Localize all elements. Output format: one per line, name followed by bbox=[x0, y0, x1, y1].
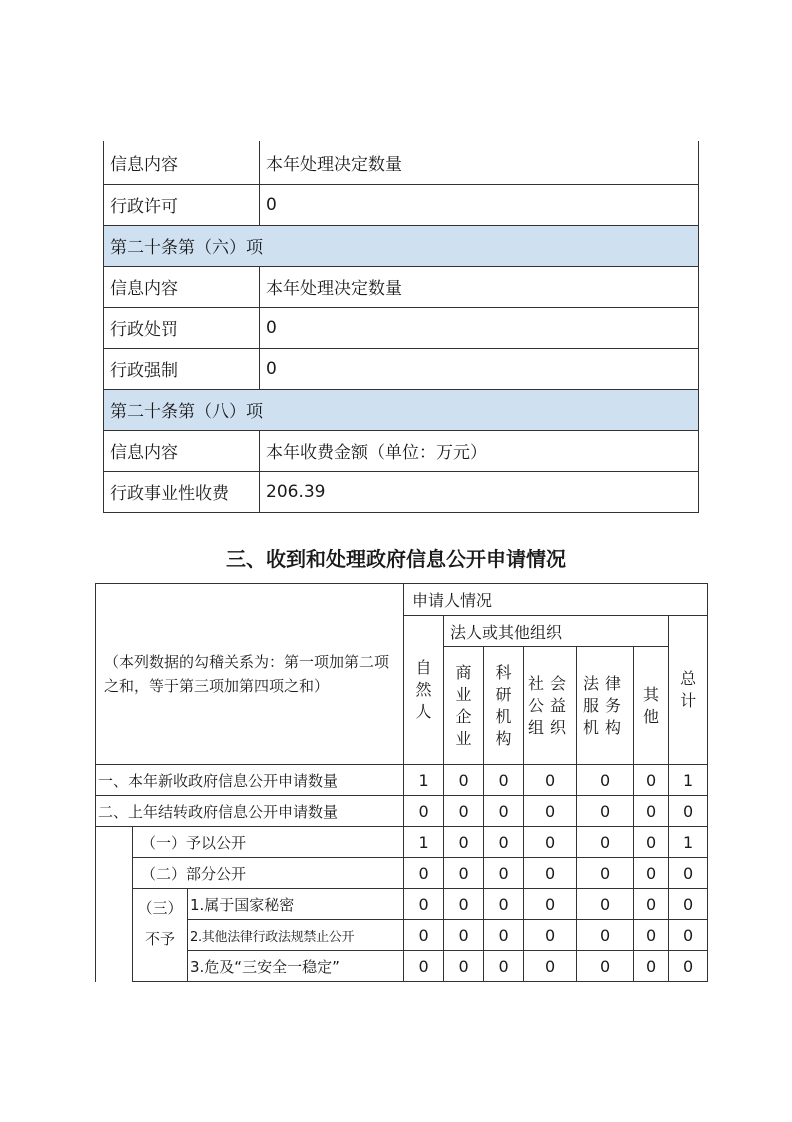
cell-value: 0 bbox=[524, 765, 577, 796]
row-label: （二）部分公开 bbox=[133, 858, 404, 889]
cell-value: 0 bbox=[577, 858, 634, 889]
cell-value: 0 bbox=[404, 920, 444, 951]
table-row bbox=[96, 889, 708, 920]
cell-value: 0 bbox=[577, 827, 634, 858]
row-value: 0 bbox=[260, 184, 699, 225]
cell-value: 0 bbox=[577, 951, 634, 982]
group3-label: （三）不予 bbox=[133, 889, 188, 982]
cell-value: 0 bbox=[634, 858, 669, 889]
col-other: 其他 bbox=[634, 647, 669, 765]
table-row bbox=[96, 765, 708, 796]
col-research: 科研机构 bbox=[484, 647, 524, 765]
cell-value: 0 bbox=[524, 920, 577, 951]
cell-value: 0 bbox=[404, 796, 444, 827]
row-value: 本年收费金额（单位：万元） bbox=[260, 430, 699, 471]
row-label: 行政处罚 bbox=[104, 307, 260, 348]
cell-value: 0 bbox=[669, 951, 708, 982]
section-row bbox=[104, 389, 699, 430]
applicant-header: 申请人情况 bbox=[404, 584, 708, 616]
cell-value: 0 bbox=[634, 796, 669, 827]
col-social: 社会公益组织 bbox=[524, 647, 577, 765]
cell-value: 0 bbox=[484, 827, 524, 858]
row-label: 二、上年结转政府信息公开申请数量 bbox=[96, 796, 404, 827]
cell-value: 0 bbox=[484, 765, 524, 796]
col-legal-service: 法律服务机构 bbox=[577, 647, 634, 765]
row-label: 行政事业性收费 bbox=[104, 471, 260, 512]
row-label: 2.其他法律行政法规禁止公开 bbox=[188, 920, 404, 951]
table-row bbox=[96, 951, 708, 982]
cell-value: 0 bbox=[524, 796, 577, 827]
row-label: 1.属于国家秘密 bbox=[188, 889, 404, 920]
table-row bbox=[104, 184, 699, 225]
table-row bbox=[104, 266, 699, 307]
cell-value: 0 bbox=[669, 920, 708, 951]
cell-value: 0 bbox=[444, 765, 484, 796]
table-row bbox=[104, 430, 699, 471]
row-label: 3.危及“三安全一稳定” bbox=[188, 951, 404, 982]
col-commercial: 商业企业 bbox=[444, 647, 484, 765]
disclosure-table bbox=[103, 141, 699, 513]
table-row bbox=[104, 348, 699, 389]
cell-value: 0 bbox=[484, 951, 524, 982]
cell-value: 0 bbox=[577, 920, 634, 951]
cell-value: 0 bbox=[404, 889, 444, 920]
cell-value: 1 bbox=[404, 827, 444, 858]
cell-value: 1 bbox=[669, 827, 708, 858]
cell-value: 0 bbox=[524, 951, 577, 982]
cell-value: 0 bbox=[444, 858, 484, 889]
cell-value: 0 bbox=[577, 765, 634, 796]
cell-value: 0 bbox=[404, 858, 444, 889]
section-row bbox=[104, 225, 699, 266]
cell-value: 0 bbox=[524, 858, 577, 889]
cell-value: 0 bbox=[444, 796, 484, 827]
row-value: 本年处理决定数量 bbox=[260, 266, 699, 307]
cell-value: 0 bbox=[484, 796, 524, 827]
cell-value: 0 bbox=[444, 951, 484, 982]
cell-value: 0 bbox=[444, 889, 484, 920]
table-row bbox=[104, 307, 699, 348]
cell-value: 0 bbox=[577, 796, 634, 827]
cell-value: 0 bbox=[484, 920, 524, 951]
cell-value: 1 bbox=[669, 765, 708, 796]
row-label: 信息内容 bbox=[104, 430, 260, 471]
cell-value: 0 bbox=[634, 765, 669, 796]
cell-value: 0 bbox=[524, 889, 577, 920]
table-row bbox=[104, 141, 699, 184]
cell-value: 1 bbox=[404, 765, 444, 796]
row-value: 206.39 bbox=[260, 471, 699, 512]
row-value: 0 bbox=[260, 348, 699, 389]
cell-value: 0 bbox=[484, 889, 524, 920]
application-table bbox=[95, 583, 708, 982]
cell-value: 0 bbox=[669, 858, 708, 889]
indent-cell bbox=[96, 827, 133, 982]
col-total: 总计 bbox=[669, 616, 708, 765]
table-row bbox=[104, 471, 699, 512]
cell-value: 0 bbox=[634, 951, 669, 982]
cell-value: 0 bbox=[484, 858, 524, 889]
cell-value: 0 bbox=[634, 827, 669, 858]
cell-value: 0 bbox=[524, 827, 577, 858]
cell-value: 0 bbox=[669, 796, 708, 827]
section-label: 第二十条第（八）项 bbox=[104, 389, 699, 430]
row-label: 信息内容 bbox=[104, 141, 260, 184]
header-row bbox=[96, 584, 708, 616]
cell-value: 0 bbox=[404, 951, 444, 982]
cell-value: 0 bbox=[669, 889, 708, 920]
cell-value: 0 bbox=[634, 889, 669, 920]
legal-group-header: 法人或其他组织 bbox=[444, 616, 669, 647]
row-value: 本年处理决定数量 bbox=[260, 141, 699, 184]
row-label: 信息内容 bbox=[104, 266, 260, 307]
row-label: 行政强制 bbox=[104, 348, 260, 389]
row-value: 0 bbox=[260, 307, 699, 348]
table-row bbox=[96, 920, 708, 951]
cell-value: 0 bbox=[444, 827, 484, 858]
row-label: 一、本年新收政府信息公开申请数量 bbox=[96, 765, 404, 796]
col-natural: 自然人 bbox=[404, 616, 444, 765]
table-row bbox=[96, 796, 708, 827]
cell-value: 0 bbox=[444, 920, 484, 951]
table-row bbox=[96, 827, 708, 858]
section-heading: 三、收到和处理政府信息公开申请情况 bbox=[226, 547, 566, 571]
row-label: 行政许可 bbox=[104, 184, 260, 225]
cell-value: 0 bbox=[577, 889, 634, 920]
table-row bbox=[96, 858, 708, 889]
relation-note: （本列数据的勾稽关系为：第一项加第二项之和，等于第三项加第四项之和） bbox=[96, 584, 404, 765]
section-label: 第二十条第（六）项 bbox=[104, 225, 699, 266]
row-label: （一）予以公开 bbox=[133, 827, 404, 858]
cell-value: 0 bbox=[634, 920, 669, 951]
